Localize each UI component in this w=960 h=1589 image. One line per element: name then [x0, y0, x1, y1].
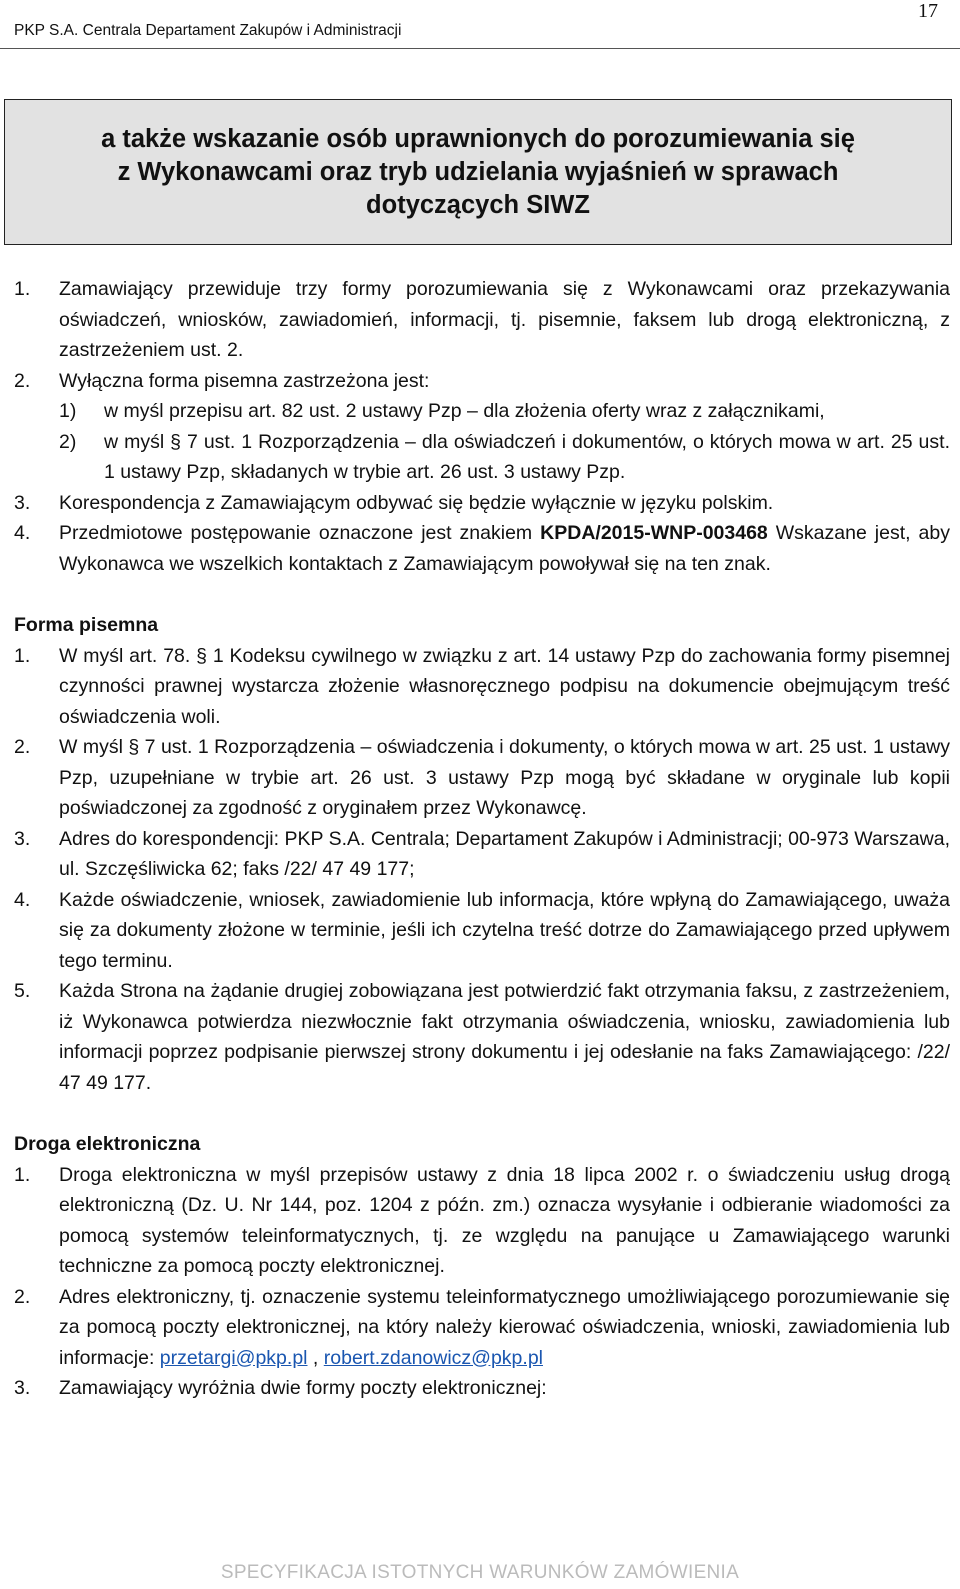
sub-list-item [14, 427, 950, 488]
item-number: 1. [14, 1163, 31, 1186]
page-footer: SPECYFIKACJA ISTOTNYCH WARUNKÓW ZAMÓWIENIA [220, 1562, 740, 1583]
sub-item-number: 1) [59, 400, 77, 422]
item-number: 2. [14, 736, 31, 758]
document-body [14, 274, 950, 1404]
item-text: Adres do korespondencji: PKP S.A. Centrala; Departament Zakupów i Administracji; 00-973 Warszawa, ul. Szczęśliwicka 62; faks /22/ 47 49 177; [59, 827, 950, 880]
sub-item-number: 2) [59, 430, 77, 453]
list-item [14, 1373, 950, 1404]
list-item [14, 488, 950, 519]
item-text: W myśl art. 78. § 1 Kodeksu cywilnego w związku z art. 14 ustawy Pzp do zachowania formy pisemnej czynności prawnej wystarcza złożenie własnoręcznego podpisu na dokumencie obejmującym treść oświadczenia woli. [59, 644, 950, 728]
item-text: Każda Strona na żądanie drugiej zobowiązana jest potwierdzić fakt otrzymania faksu, z zastrzeżeniem, iż Wykonawca potwierdza niezwłocznie fakt otrzymania oświadczenia, wniosku, zawiadomienia lub informacji poprzez podpisanie pierwszej strony dokumentu i jej odesłanie na faks Zamawiającego: /22/ 47 49 177. [59, 980, 950, 1094]
item-number: 5. [14, 980, 31, 1002]
item-number: 2. [14, 369, 31, 392]
item-number: 3. [14, 1377, 31, 1399]
email-link-robert-zdanowicz[interactable]: robert.zdanowicz@pkp.pl [323, 1346, 543, 1369]
title-line-3: dotyczących SIWZ [366, 190, 590, 219]
section-heading-droga-elektroniczna: Droga elektroniczna [14, 1133, 201, 1155]
list-item [14, 976, 950, 1098]
item-number: 1. [14, 644, 31, 667]
item-text-part: Adres elektroniczny, tj. oznaczenie systemu teleinformatycznego umożliwiającego porozumiewanie się za pomocą poczty elektronicznej, na który należy kierować oświadczenia, wnioski, zawiadomienia lub informacje: [59, 1285, 950, 1369]
list-item [14, 518, 950, 579]
list-item [14, 1160, 950, 1282]
item-text: W myśl § 7 ust. 1 Rozporządzenia – oświadczenia i dokumenty, o których mowa w art. 25 ust. 1 ustawy Pzp, uzupełniane w trybie art. 26 ust. 3 ustawy Pzp mogą być składane w oryginale lub kopii poświadczonej za zgodność z oryginałem przez Wykonawcę. [59, 736, 950, 819]
header-divider [0, 48, 960, 49]
section-title [101, 123, 855, 222]
title-line-1: a także wskazanie osób uprawnionych do porozumiewania się [101, 124, 855, 153]
item-text-part: Wskazane jest, aby Wykonawca we wszelkich kontaktach z Zamawiającym powoływał się na ten znak. [59, 522, 950, 575]
title-line-2: z Wykonawcami oraz tryb udzielania wyjaśnień w sprawach [117, 157, 839, 186]
item-text [59, 518, 950, 579]
section-title-box [4, 99, 952, 245]
item-text: Droga elektroniczna w myśl przepisów ustawy z dnia 18 lipca 2002 r. o świadczeniu usług drogą elektroniczną (Dz. U. Nr 144, poz. 1204 z późn. zm.) oznacza wysyłanie i odbieranie wiadomości za pomocą systemów teleinformatycznych, tj. ze względu na panujące u Zamawiającego warunki techniczne za pomocą poczty elektronicznej. [59, 1163, 950, 1277]
item-text: Korespondencja z Zamawiającym odbywać się będzie wyłącznie w języku polskim. [59, 491, 774, 514]
item-text-part: Przedmiotowe postępowanie oznaczone jest znakiem [59, 522, 541, 544]
list-item [14, 885, 950, 977]
item-text: Wyłączna forma pisemna zastrzeżona jest: [59, 369, 430, 392]
header-organization: PKP S.A. Centrala Departament Zakupów i Administracji [14, 22, 402, 39]
list-item [14, 824, 950, 885]
item-number: 3. [14, 827, 31, 850]
list-item [14, 732, 950, 824]
item-number: 2. [14, 1285, 31, 1308]
section-heading-forma-pisemna: Forma pisemna [14, 614, 159, 636]
item-number: 4. [14, 888, 31, 911]
item-number: 1. [14, 278, 31, 300]
sub-item-text: w myśl § 7 ust. 1 Rozporządzenia – dla oświadczeń i dokumentów, o których mowa w art. 25 ust. 1 ustawy Pzp, składanych w trybie art. 26 ust. 3 ustawy Pzp. [104, 430, 950, 483]
case-reference-code: KPDA/2015-WNP-003468 [540, 522, 768, 544]
item-number: 3. [14, 491, 31, 514]
item-text [59, 1282, 950, 1374]
item-number: 4. [14, 522, 31, 544]
page-number: 17 [918, 0, 938, 22]
sub-item-text: w myśl przepisu art. 82 ust. 2 ustawy Pzp – dla złożenia oferty wraz z załącznikami, [104, 400, 825, 422]
list-item [14, 274, 950, 366]
list-item [14, 1282, 950, 1374]
item-text-part: , [307, 1346, 319, 1369]
sub-list-item [14, 396, 950, 427]
list-item [14, 366, 950, 397]
list-item [14, 641, 950, 733]
email-link-przetargi[interactable]: przetargi@pkp.pl [159, 1346, 308, 1369]
item-text: Zamawiający przewiduje trzy formy porozumiewania się z Wykonawcami oraz przekazywania oświadczeń, wniosków, zawiadomień, informacji, tj. pisemnie, faksem lub drogą elektroniczną, z zastrzeżeniem ust. 2. [59, 278, 950, 361]
item-text: Każde oświadczenie, wniosek, zawiadomienie lub informacja, które wpłyną do Zamawiającego, uważa się za dokumenty złożone w terminie, jeśli ich czytelna treść dotrze do Zamawiającego przed upływem tego terminu. [59, 888, 950, 972]
item-text: Zamawiający wyróżnia dwie formy poczty elektronicznej: [59, 1377, 547, 1399]
